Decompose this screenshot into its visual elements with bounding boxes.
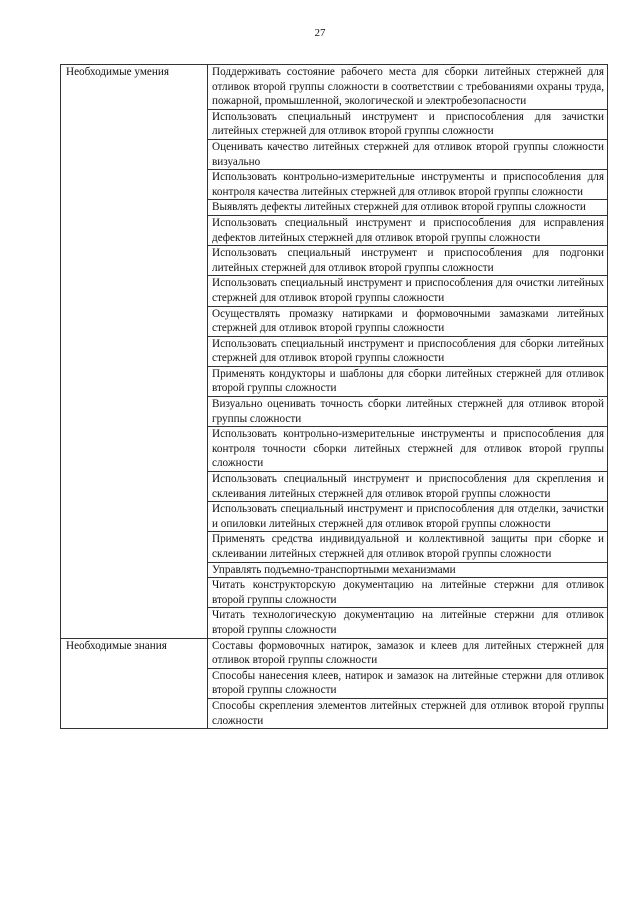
table-row [61, 638, 608, 668]
requirement-item: Выявлять дефекты литейных стержней для отливок второй группы сложности [208, 200, 608, 216]
requirement-item: Составы формовочных натирок, замазок и клеев для литейных стержней для отливок второй группы сложности [208, 638, 608, 668]
requirement-item: Использовать специальный инструмент и приспособления для подгонки литейных стержней для отливок второй группы сложности [208, 246, 608, 276]
table-body [61, 65, 608, 729]
requirement-item: Оценивать качество литейных стержней для отливок второй группы сложности визуально [208, 139, 608, 169]
requirement-item: Использовать специальный инструмент и приспособления для исправления дефектов литейных стержней для отливок второй группы сложности [208, 215, 608, 245]
requirement-item: Использовать специальный инструмент и приспособления для сборки литейных стержней для отливок второй группы сложности [208, 336, 608, 366]
requirement-item: Использовать специальный инструмент и приспособления для очистки литейных стержней для отливок второй группы сложности [208, 276, 608, 306]
requirement-item: Применять кондукторы и шаблоны для сборки литейных стержней для отливок второй группы сложности [208, 366, 608, 396]
requirement-item: Визуально оценивать точность сборки литейных стержней для отливок второй группы сложности [208, 397, 608, 427]
requirement-item: Читать технологическую документацию на литейные стержни для отливок второй группы сложности [208, 608, 608, 638]
section-label: Необходимые умения [61, 65, 208, 639]
requirement-item: Способы скрепления элементов литейных стержней для отливок второй группы сложности [208, 698, 608, 728]
requirement-item: Использовать специальный инструмент и приспособления для отделки, зачистки и опиловки литейных стержней для отливок второй группы сложности [208, 502, 608, 532]
requirement-item: Читать конструкторскую документацию на литейные стержни для отливок второй группы сложности [208, 578, 608, 608]
page-number: 27 [314, 27, 326, 39]
section-label: Необходимые знания [61, 638, 208, 729]
requirement-item: Поддерживать состояние рабочего места для сборки литейных стержней для отливок второй группы сложности в соответствии с требованиями охраны труда, пожарной, промышленной, экологической и электробезопасности [208, 65, 608, 110]
requirement-item: Способы нанесения клеев, натирок и замазок на литейные стержни для отливок второй группы сложности [208, 668, 608, 698]
requirement-item: Управлять подъемно-транспортными механизмами [208, 562, 608, 578]
requirement-item: Осуществлять промазку натирками и формовочными замазками литейных стержней для отливок второй группы сложности [208, 306, 608, 336]
table-row [61, 65, 608, 110]
requirement-item: Применять средства индивидуальной и коллективной защиты при сборке и склеивании литейных стержней для отливок второй группы сложности [208, 532, 608, 562]
requirements-table [60, 64, 608, 729]
requirement-item: Использовать контрольно-измерительные инструменты и приспособления для контроля точности сборки литейных стержней для отливок второй группы сложности [208, 427, 608, 472]
requirement-item: Использовать специальный инструмент и приспособления для скрепления и склеивания литейных стержней для отливок второй группы сложности [208, 472, 608, 502]
requirement-item: Использовать контрольно-измерительные инструменты и приспособления для контроля качества литейных стержней для отливок второй группы сложности [208, 170, 608, 200]
requirement-item: Использовать специальный инструмент и приспособления для зачистки литейных стержней для отливок второй группы сложности [208, 109, 608, 139]
